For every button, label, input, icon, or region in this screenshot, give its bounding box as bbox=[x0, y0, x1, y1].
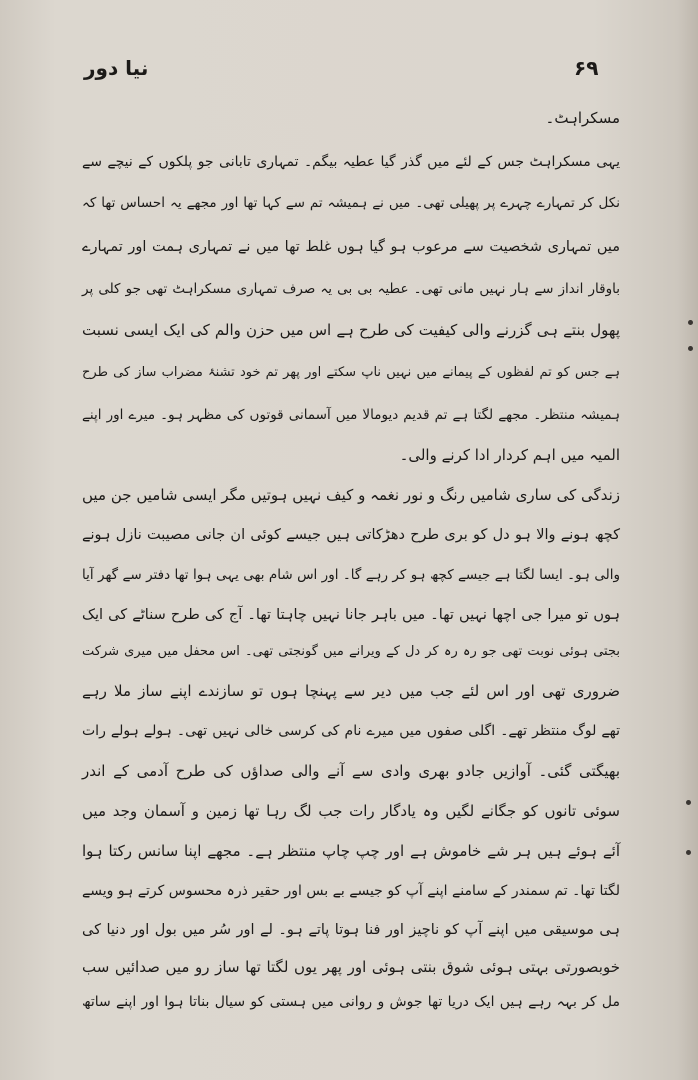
text-line: باوقار انداز سے ہار نہیں مانی تھی۔ عطیہ بی بی یہ صرف تمہاری مسکراہٹ تھی جو کلی پر bbox=[82, 281, 620, 297]
text-line: ہے جس کو تم لفظوں کے پیمانے میں نہیں ناپ سکتے اور پھر تم خود تشنۂ مضراب ساز کی طرح bbox=[82, 365, 620, 380]
page-number: ۶۹ bbox=[574, 56, 599, 80]
section-heading: مسکراہٹ۔ bbox=[545, 109, 620, 127]
text-line: بجتی ہوئی نوبت تھی جو رہ رہ کر دل کے ویرانے میں گونجتی تھی۔ اس محفل میں میری شرکت bbox=[82, 644, 620, 659]
text-line: لگتا تھا۔ تم سمندر کے سامنے اپنے آپ کو جیسے بے بس اور حقیر ذرہ محسوس کرتے ہو ویسے bbox=[82, 883, 620, 899]
text-line: سوئی تانوں کو جگانے لگیں وہ یادگار رات جب لگ رہا تھا زمین و آسمان وجد میں bbox=[82, 802, 620, 820]
magazine-title: نیا دور bbox=[84, 56, 149, 80]
margin-mark bbox=[686, 850, 691, 855]
text-line: والی ہو۔ ایسا لگتا ہے جیسے کچھ ہو کر رہے گا۔ اور اس شام بھی یہی ہوا تھا دفتر سے گھر آیا bbox=[82, 567, 620, 583]
text-line: تھے لوگ منتظر تھے۔ اگلی صفوں میں میرے نام کی کرسی خالی نہیں تھی۔ ہولے ہولے رات bbox=[82, 723, 620, 739]
text-line: یہی مسکراہٹ جس کے لئے میں گذر گیا عطیہ بیگم۔ تمہاری تابانی جو پلکوں کے نیچے سے bbox=[82, 154, 620, 170]
text-line: زندگی کی ساری شامیں رنگ و نور نغمہ و کیف نہیں ہوتیں مگر ایسی شامیں جن میں bbox=[82, 486, 620, 504]
text-line: پھول بنتے ہی گزرنے والی کیفیت کی طرح ہے اس میں حزن والم کی ایک ایسی نسبت bbox=[82, 321, 620, 339]
text-line: میں تمہاری شخصیت سے مرعوب ہو گیا ہوں غلط تھا میں نے تمہاری ہمت اور تمہارے bbox=[82, 239, 620, 255]
text-line: نکل کر تمہارے چہرے پر پھیلی تھی۔ میں نے ہمیشہ تم سے کہا تھا اور مجھے یہ احساس تھا کہ bbox=[82, 195, 620, 211]
text-line: ہوں تو میرا جی اچھا نہیں تھا۔ میں باہر جانا نہیں چاہتا تھا۔ آج کی طرح سناٹے کی ایک bbox=[82, 607, 620, 623]
text-line: المیہ میں اہم کردار ادا کرنے والی۔ bbox=[399, 446, 620, 464]
text-line: بھیگتی گئی۔ آوازیں جادو بھری وادی سے آنے والی صداؤں کی طرح آدمی کے اندر bbox=[82, 762, 620, 780]
margin-mark bbox=[688, 320, 693, 325]
text-line: خوبصورتی بہتی ہوئی شوق بنتی ہوئی اور پھر یوں لگتا تھا ساز رو میں صدائیں سب bbox=[82, 958, 620, 976]
text-line: ضروری تھی اور اس لئے جب میں دیر سے پہنچا ہوں تو سازندے اپنے ساز ملا رہے bbox=[82, 682, 620, 700]
text-line: کچھ ہونے والا ہو دل کو بری طرح دھڑکاتی ہیں جیسے کوئی ان جانی مصیبت نازل ہونے bbox=[82, 527, 620, 543]
margin-mark bbox=[688, 346, 693, 351]
text-line: آئے ہوئے ہیں ہر شے خاموش ہے اور چپ چاپ منتظر ہے۔ مجھے اپنا سانس رکتا ہوا bbox=[82, 842, 620, 860]
text-line: ہی موسیقی میں اپنے آپ کو ناچیز اور فنا ہوتا پاتے ہو۔ لے اور سُر میں بول اور دنیا کی bbox=[82, 922, 620, 938]
text-line: مل کر بہہ رہے ہیں ایک دریا تھا جوش و روانی میں ہستی کو سیال بناتا ہوا اور اپنے ساتھ bbox=[82, 994, 620, 1010]
margin-mark bbox=[686, 800, 691, 805]
text-line: ہمیشہ منتظر۔ مجھے لگتا ہے تم قدیم دیومالا میں آسمانی قوتوں کی مظہر ہو۔ میرے اور اپنے bbox=[82, 407, 620, 423]
